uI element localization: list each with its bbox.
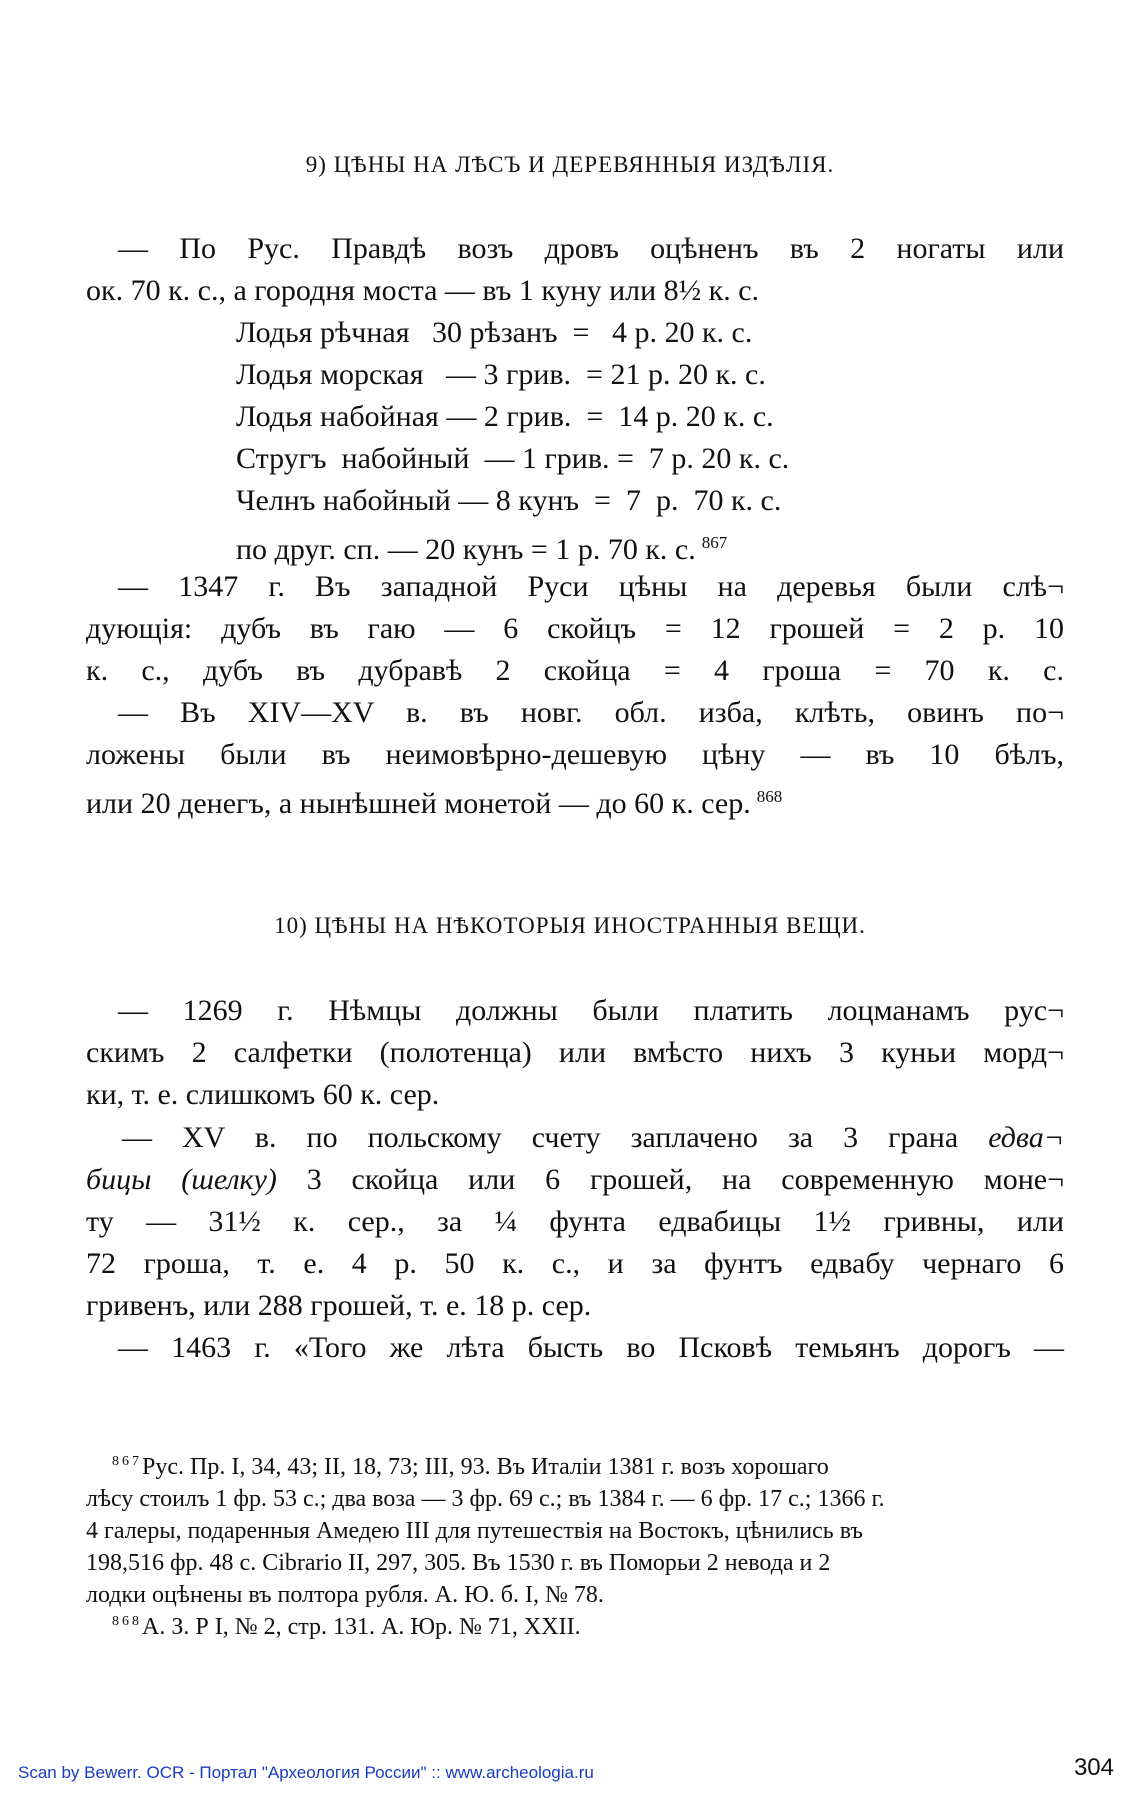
paragraph-1463 [86,1327,1064,1369]
text-line: — 1463 г. «Того же лѣта бысть во Псковѣ темьянъ дорогъ — [118,1331,1064,1364]
footnote-line: лѣсу стоилъ 1 фр. 53 с.; два воза — 3 фр. 69 с.; въ 1384 г. — 6 фр. 17 с.; 1366 г. [86,1486,885,1512]
footnote-line: 4 галеры, подаренныя Амедею III для путешествія на Востокъ, цѣнились въ [86,1518,863,1544]
boat-price-list [236,312,996,571]
footnote-ref-867[interactable]: 867 [701,533,728,552]
paragraph-1269 [86,990,1064,1116]
text-line: скимъ 2 салфетки (полотенца) или вмѣсто нихъ 3 куньи морд¬ [86,1036,1064,1069]
text-line: ту — 31½ к. сер., за ¼ фунта едвабицы 1½ гривны, или [86,1205,1064,1238]
list-item-last [236,522,996,571]
list-item-text: по друг. сп. — 20 кунъ = 1 р. 70 к. с. [236,533,696,566]
text-line: к. с., дубъ въ дубравѣ 2 скойца = 4 гроша = 70 к. с. [86,654,1064,687]
text-line [86,1117,1064,1159]
footnote-867 [86,1446,1064,1611]
list-item: Лодья набойная — 2 грив. = 14 р. 20 к. с. [236,400,774,433]
footnote-line: 198,516 фр. 48 с. Cibrario II, 297, 305. Въ 1530 г. въ Поморьи 2 невода и 2 [86,1550,831,1576]
text-line: — 1269 г. Нѣмцы должны были платить лоцманамъ рус¬ [118,994,1064,1027]
text-line: или 20 денегъ, а нынѣшней монетой — до 60 к. сер. [86,787,751,820]
paragraph-xiv-xv [86,692,1064,825]
footnote-line: лодки оцѣнены въ полтора рубля. А. Ю. б. I, № 78. [86,1582,604,1608]
footnote-text: А. З. Р I, № 2, стр. 131. А. Юр. № 71, XXII. [142,1614,581,1640]
page-number: 304 [1073,1754,1114,1781]
paragraph-xv [86,1117,1064,1327]
text-line: 72 гроша, т. е. 4 р. 50 к. с., и за фунтъ едвабу чернаго 6 [86,1247,1064,1280]
text-line: гривенъ, или 288 грошей, т. е. 18 р. сер. [86,1289,592,1322]
text-segment: 3 скойца или 6 грошей, на современную моне¬ [276,1163,1064,1196]
list-item: Лодья морская — 3 грив. = 21 р. 20 к. с. [236,358,766,391]
text-segment: — XV в. по польскому счету заплачено за 3 грана [122,1121,989,1154]
text-line-last [86,776,1064,825]
list-item: Лодья рѣчная 30 рѣзанъ = 4 р. 20 к. с. [236,316,753,349]
footnote-line [86,1446,1064,1483]
section-9-intro [86,228,1064,312]
text-line: — Въ XIV—XV в. въ новг. обл. изба, клѣть, овинъ по¬ [118,696,1064,729]
list-item: Стругъ набойный — 1 грив. = 7 р. 20 к. с. [236,442,790,475]
footnote-number: 868 [112,1614,142,1629]
paragraph-1347 [86,566,1064,692]
footnote-text: Рус. Пр. I, 34, 43; II, 18, 73; III, 93. Въ Италіи 1381 г. возъ хорошаго [142,1454,829,1480]
italic-segment: бицы (шелку) [86,1163,277,1196]
section-10-title: 10) ЦѢНЫ НА НѢКОТОРЫЯ ИНОСТРАННЫЯ ВЕЩИ. [274,913,866,938]
text-line: — По Рус. Правдѣ возъ дровъ оцѣненъ въ 2 ногаты или [118,232,1064,265]
scan-credit[interactable]: Scan by Bewerr. OCR - Портал "Археология России" :: www.archeologia.ru [18,1763,594,1782]
text-line: — 1347 г. Въ западной Руси цѣны на деревья были слѣ¬ [118,570,1064,603]
footnote-line [86,1606,1064,1643]
text-line: дующія: дубъ въ гаю — 6 скойцъ = 12 грошей = 2 р. 10 [86,612,1064,645]
list-item: Челнъ набойный — 8 кунъ = 7 р. 70 к. с. [236,484,782,517]
text-line [86,1159,1064,1201]
footnote-ref-868[interactable]: 868 [756,787,783,806]
text-line: ложены были въ неимовѣрно-дешевую цѣну — въ 10 бѣлъ, [86,738,1064,771]
footnote-number: 867 [112,1454,142,1469]
italic-segment: едва¬ [988,1121,1064,1154]
text-line: ок. 70 к. с., а городня моста — въ 1 куну или 8½ к. с. [86,274,760,307]
text-line: ки, т. е. слишкомъ 60 к. сер. [86,1078,440,1111]
footnote-868 [86,1606,1064,1643]
section-9-title: 9) ЦѢНЫ НА ЛѢСЪ И ДЕРЕВЯННЫЯ ИЗДѢЛІЯ. [305,152,835,177]
